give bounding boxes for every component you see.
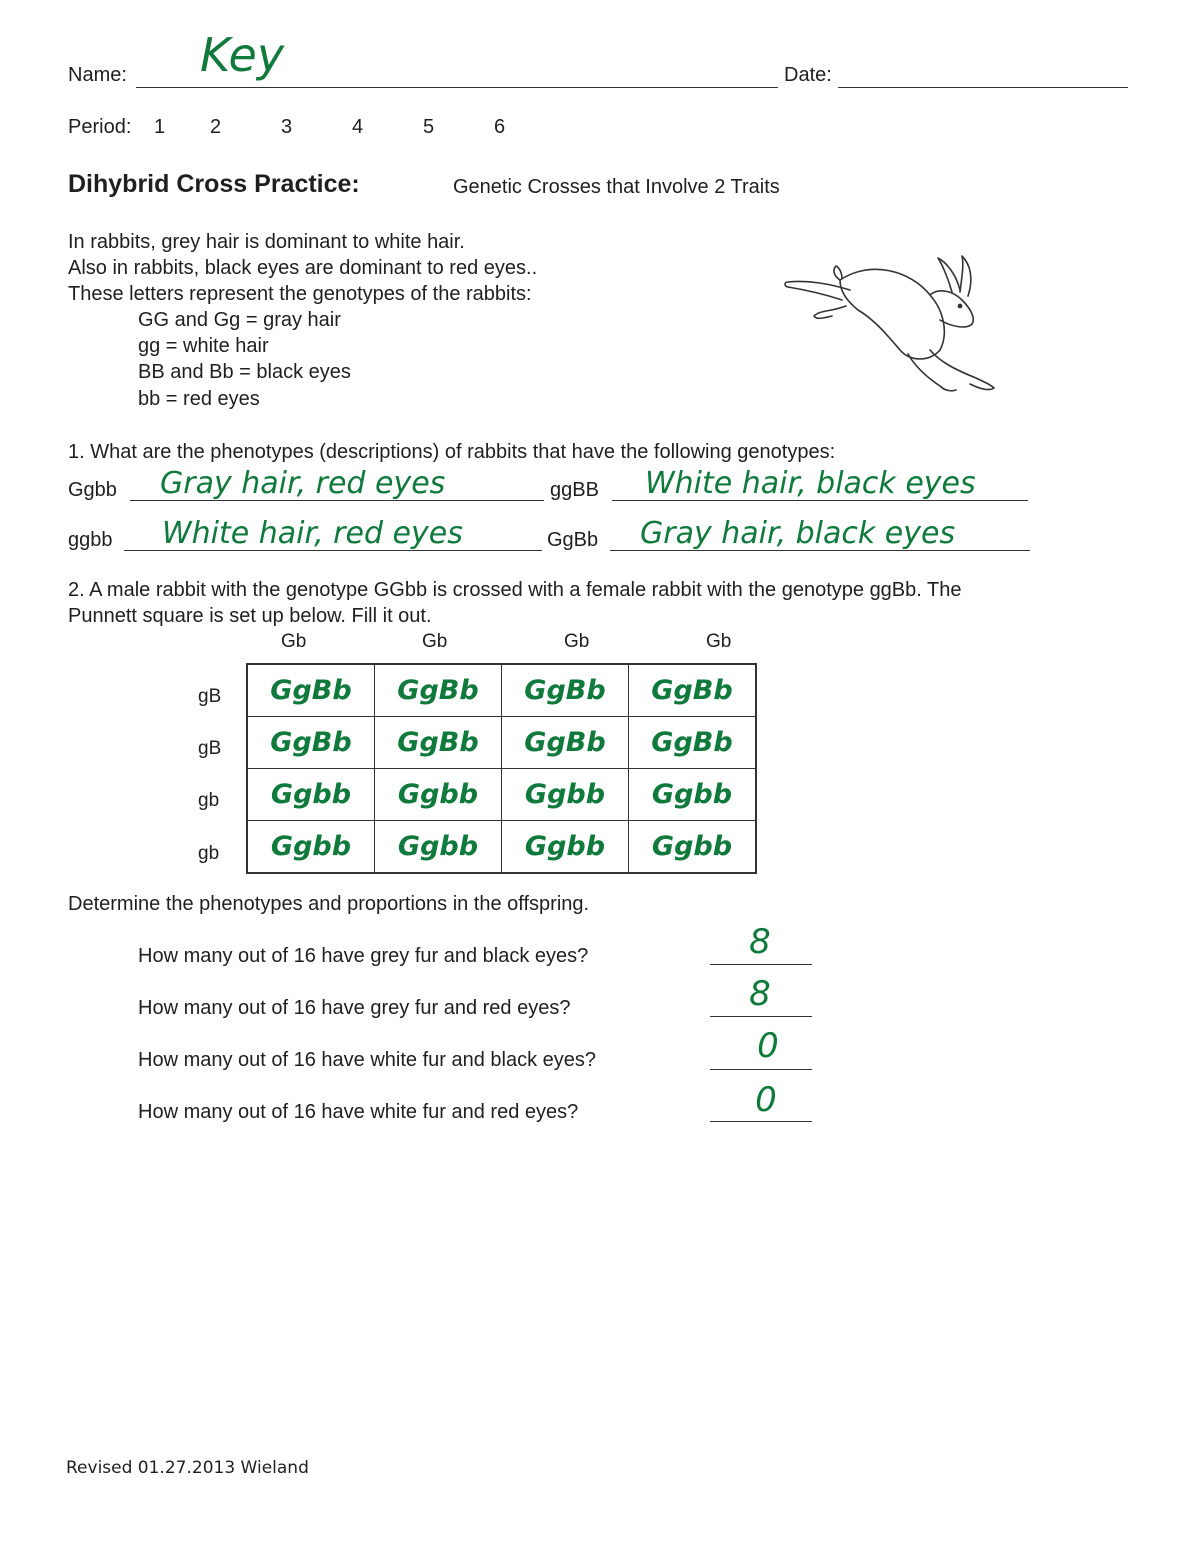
proportion-question: How many out of 16 have grey fur and black eyes? (138, 945, 589, 967)
punnett-row (247, 821, 756, 874)
q1-answer: Gray hair, red eyes (160, 466, 446, 501)
genotype-key-item: gg = white hair (138, 335, 269, 357)
punnett-cell[interactable]: Ggbb (247, 769, 375, 821)
punnett-cell[interactable]: Ggbb (247, 821, 375, 874)
genotype-key-item: bb = red eyes (138, 388, 260, 410)
q1-genotype-label: Ggbb (68, 479, 117, 501)
punnett-cell[interactable]: GgBb (375, 717, 502, 769)
page-subtitle: Genetic Crosses that Involve 2 Traits (453, 176, 780, 198)
intro-line: Also in rabbits, black eyes are dominant to red eyes.. (68, 257, 538, 279)
proportion-answer-line[interactable] (710, 964, 812, 965)
genotype-key-item: GG and Gg = gray hair (138, 309, 341, 331)
proportion-answer: 8 (749, 922, 771, 962)
period-option[interactable]: 2 (210, 116, 222, 138)
proportion-answer: 8 (749, 974, 771, 1014)
name-value: Key (200, 28, 285, 82)
punnett-row (247, 664, 756, 717)
punnett-cell[interactable]: GgBb (247, 664, 375, 717)
punnett-cell[interactable]: GgBb (375, 664, 502, 717)
punnett-cell[interactable]: Ggbb (502, 821, 629, 874)
proportion-answer-line[interactable] (710, 1016, 812, 1017)
proportion-answer-line[interactable] (710, 1121, 812, 1122)
genotype-key-item: BB and Bb = black eyes (138, 361, 351, 383)
punnett-cell[interactable]: GgBb (247, 717, 375, 769)
punnett-col-header: Gb (422, 631, 448, 652)
period-option[interactable]: 1 (154, 116, 166, 138)
q2-prompt: Punnett square is set up below. Fill it out. (68, 605, 432, 627)
punnett-cell[interactable]: Ggbb (629, 821, 757, 874)
punnett-cell[interactable]: GgBb (502, 717, 629, 769)
date-label: Date: (784, 64, 832, 86)
punnett-cell[interactable]: GgBb (502, 664, 629, 717)
punnett-row-header: gB (198, 686, 222, 707)
punnett-cell[interactable]: Ggbb (502, 769, 629, 821)
period-label: Period: (68, 116, 132, 138)
page-title: Dihybrid Cross Practice: (68, 170, 360, 198)
q1-answer: White hair, black eyes (645, 466, 976, 501)
punnett-row-header: gb (198, 790, 220, 811)
proportion-answer: 0 (757, 1026, 779, 1066)
q1-genotype-label: ggbb (68, 529, 113, 551)
q2-prompt: 2. A male rabbit with the genotype GGbb is crossed with a female rabbit with the genotype ggBb. The (68, 579, 962, 601)
date-line[interactable] (838, 87, 1128, 88)
punnett-square (246, 663, 757, 874)
punnett-col-header: Gb (564, 631, 590, 652)
punnett-row-header: gb (198, 843, 220, 864)
punnett-cell[interactable]: Ggbb (375, 821, 502, 874)
period-option[interactable]: 3 (281, 116, 293, 138)
punnett-cell[interactable]: Ggbb (629, 769, 757, 821)
punnett-cell[interactable]: Ggbb (375, 769, 502, 821)
intro-line: In rabbits, grey hair is dominant to white hair. (68, 231, 465, 253)
name-line[interactable] (136, 87, 778, 88)
proportion-answer: 0 (755, 1080, 777, 1120)
proportion-question: How many out of 16 have white fur and red eyes? (138, 1101, 579, 1123)
revision-footer: Revised 01.27.2013 Wieland (66, 1458, 309, 1478)
intro-line: These letters represent the genotypes of the rabbits: (68, 283, 532, 305)
q1-answer: White hair, red eyes (162, 516, 463, 551)
name-label: Name: (68, 64, 127, 86)
punnett-cell[interactable]: GgBb (629, 717, 757, 769)
period-option[interactable]: 6 (494, 116, 506, 138)
proportion-question: How many out of 16 have grey fur and red eyes? (138, 997, 571, 1019)
period-option[interactable]: 4 (352, 116, 364, 138)
punnett-col-header: Gb (706, 631, 732, 652)
proportion-answer-line[interactable] (710, 1069, 812, 1070)
punnett-cell[interactable]: GgBb (629, 664, 757, 717)
punnett-row-header: gB (198, 738, 222, 759)
q1-genotype-label: GgBb (547, 529, 599, 551)
rabbit-illustration (780, 250, 1020, 400)
q1-prompt: 1. What are the phenotypes (descriptions) of rabbits that have the following genotypes: (68, 441, 836, 463)
q1-genotype-label: ggBB (550, 479, 599, 501)
punnett-row (247, 769, 756, 821)
proportions-prompt: Determine the phenotypes and proportions in the offspring. (68, 893, 590, 915)
punnett-col-header: Gb (281, 631, 307, 652)
punnett-row (247, 717, 756, 769)
q1-answer: Gray hair, black eyes (640, 516, 956, 551)
period-option[interactable]: 5 (423, 116, 435, 138)
proportion-question: How many out of 16 have white fur and black eyes? (138, 1049, 597, 1071)
